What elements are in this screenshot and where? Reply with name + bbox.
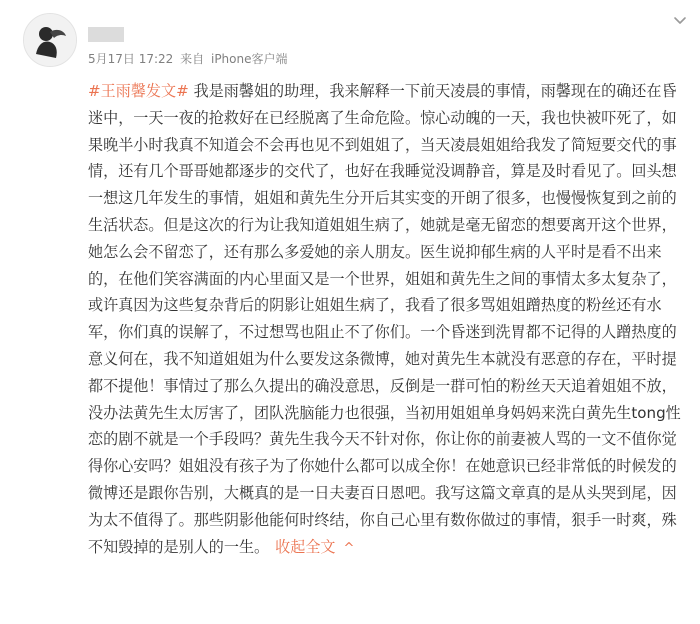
post-body-text: 我是雨馨姐的助理，我来解释一下前天凌晨的事情，雨馨现在的确还在昏迷中，一天一夜的抢救好在已经脱离了生命危险。惊心动魄的一天，我也快被吓死了，如果晚半小时我真不知道会不会再也见不到姐姐了，当天凌晨姐姐给我发了简短要交代的事情，还有几个哥哥她都逐步的交代了，也好在我睡觉没调静音，算是及时看见了。回头想一想这几年发生的事情，姐姐和黄先生分开后其实变的开朗了很多，也慢慢恢复到之前的生活状态。但是这次的行为让我知道姐姐生病了，她就是毫无留恋的想要离开这个世界，她怎么会不留恋了，还有那么多爱她的亲人朋友。医生说抑郁生病的人平时是看不出来的，在他们笑容满面的内心里面又是一个世界，姐姐和黄先生之间的事情太多太复杂了，或许真因为这些复杂背后的阴影让姐姐生病了，我看了很多骂姐姐蹭热度的粉丝还有水军，你们真的误解了，不过想骂也阻止不了你们。一个昏迷到洗胃都不记得的人蹭热度的意义何在，我不知道姐姐为什么要发这条微博，她对黄先生本就没有恶意的存在，平时提都不提他！事情过了那么久提出的确没意思，反倒是一群可怕的粉丝天天追着姐姐不放，没办法黄先生太厉害了，团队洗脑能力也很强，当初用姐姐单身妈妈来洗白黄先生tong性恋的剧不就是一个手段吗？黄先生我今天不针对你，你让你的前妻被人骂的一文不值你觉得你心安吗？姐姐没有孩子为了你她什么都可以成全你！在她意识已经非常低的时候发的微博还是跟你告别，大概真的是一日夫妻百日恩吧。我写这篇文章真的是从头哭到尾，因为太不值得了。那些阴影他能何时终结，你自己心里有数你做过的事情，狠手一时爽，殊不知毁掉的是别人的一生。 (88, 82, 681, 556)
chevron-up-icon[interactable]: ^ (343, 540, 355, 556)
username-redacted[interactable] (88, 27, 124, 42)
hashtag-link[interactable]: #王雨馨发文# (88, 82, 189, 100)
collapse-button[interactable]: 收起全文 (275, 537, 336, 556)
chevron-down-icon[interactable] (672, 12, 688, 28)
post-content (88, 78, 684, 562)
post-date: 5月17日 17:22 (88, 52, 174, 66)
post-meta (88, 51, 291, 67)
source-prefix: 来自 (180, 52, 205, 66)
user-avatar-icon[interactable] (23, 13, 77, 67)
post-source[interactable]: iPhone客户端 (210, 52, 288, 66)
